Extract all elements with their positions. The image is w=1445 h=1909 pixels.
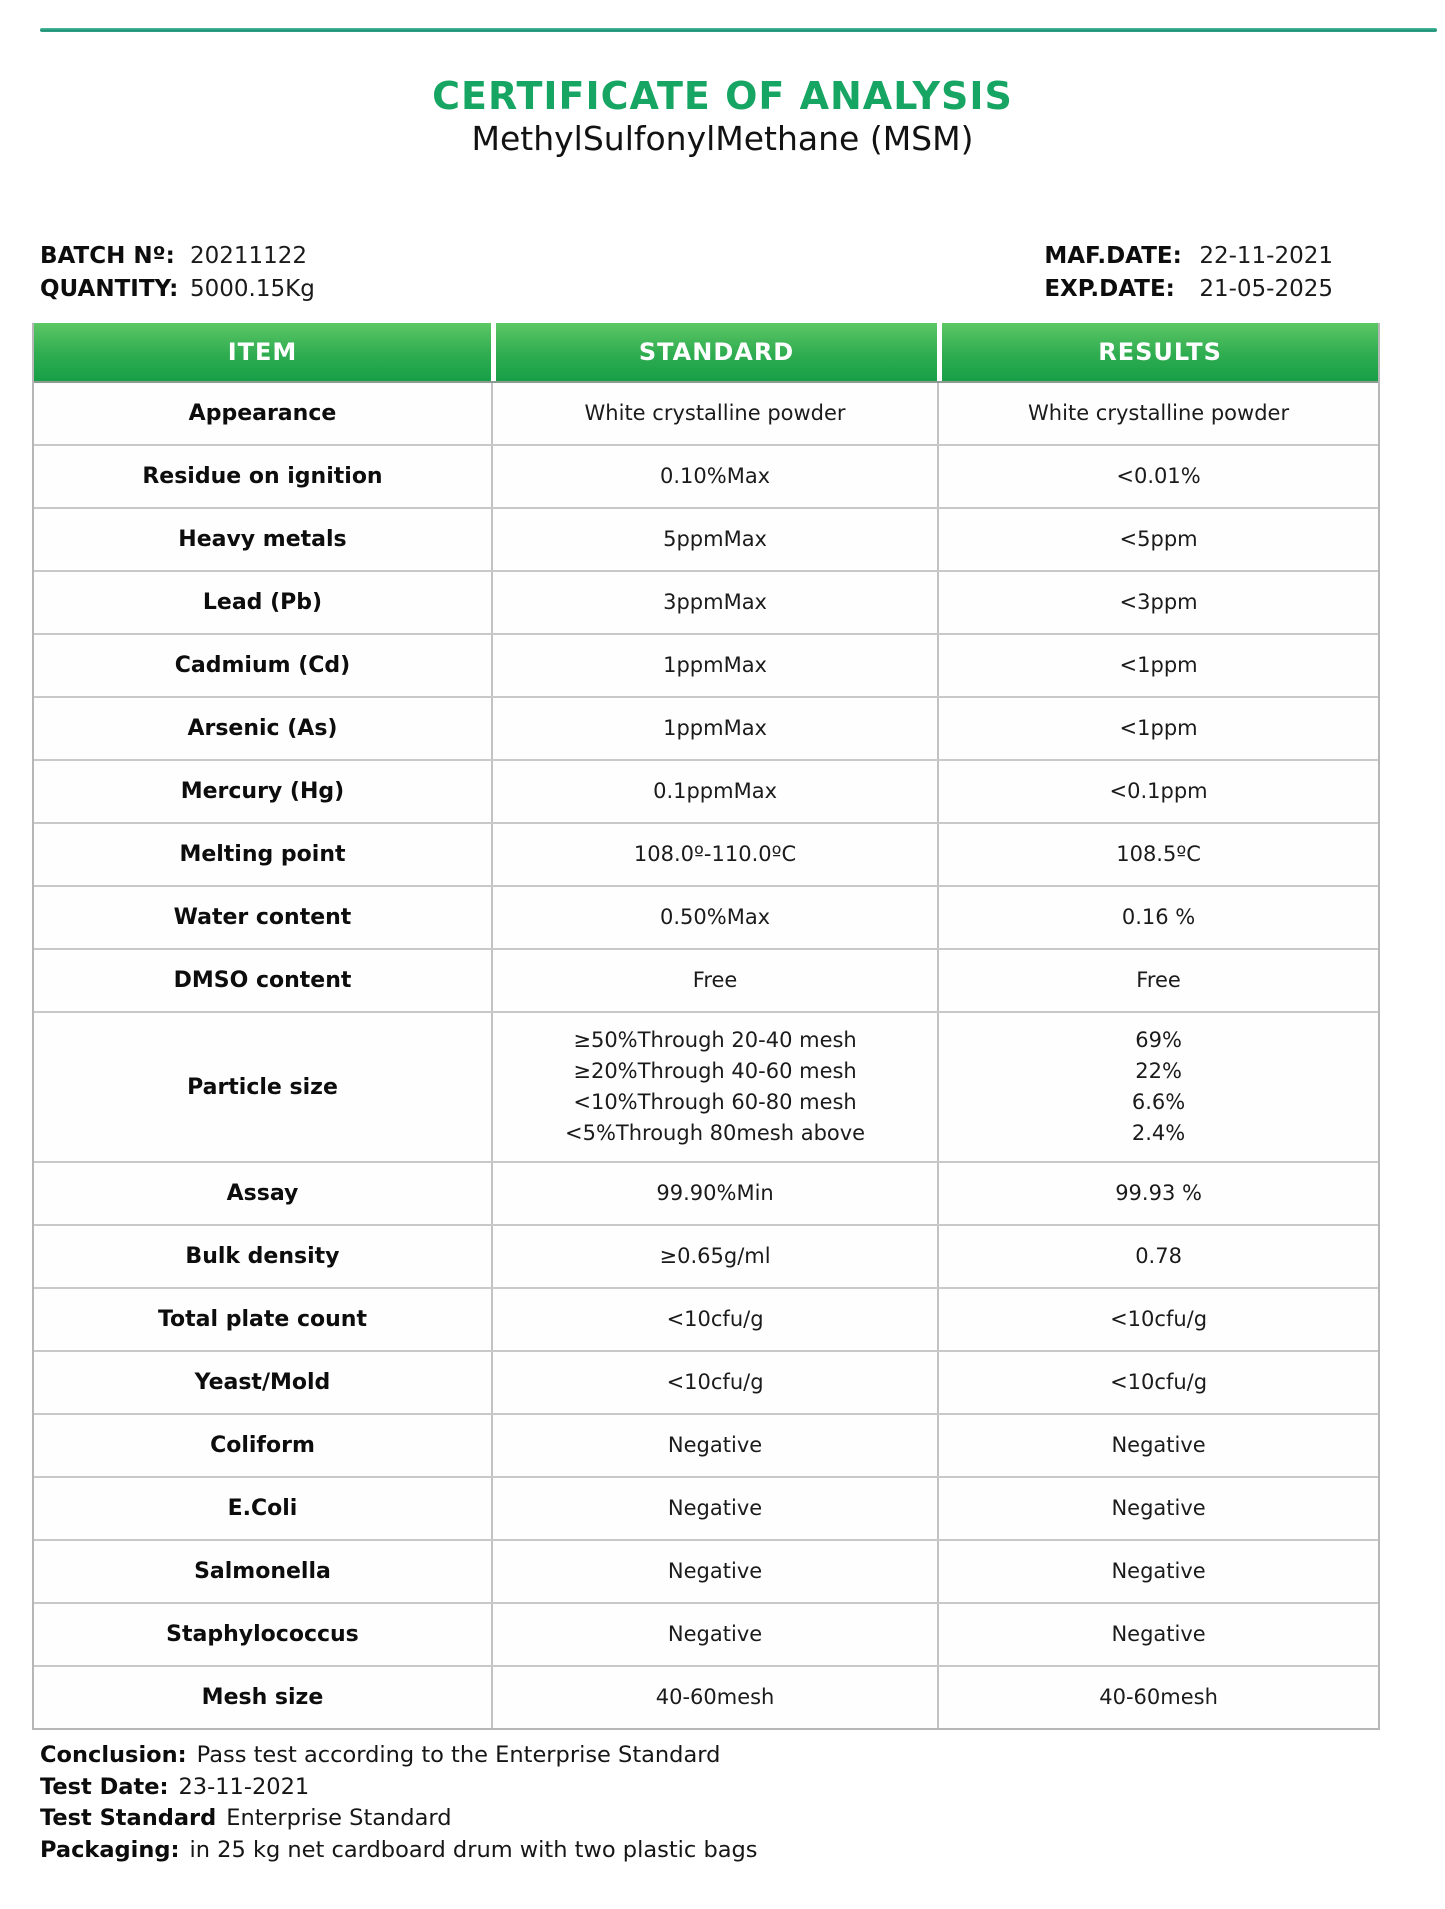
quantity-row bbox=[40, 273, 315, 306]
test-standard-label: Test Standard bbox=[40, 1805, 217, 1831]
cell-results bbox=[937, 761, 1378, 822]
cell-item bbox=[34, 887, 491, 948]
cell-line: ≥50%Through 20-40 mesh bbox=[573, 1028, 857, 1052]
cell-line: Yeast/Mold bbox=[194, 1370, 331, 1395]
cell-line: 0.16 % bbox=[1121, 905, 1196, 929]
table-row bbox=[34, 948, 1378, 1011]
cell-results bbox=[937, 824, 1378, 885]
cell-line: <0.1ppm bbox=[1109, 779, 1208, 803]
cell-results bbox=[937, 950, 1378, 1011]
cell-line: Total plate count bbox=[157, 1307, 367, 1332]
packaging-text: in 25 kg net cardboard drum with two plastic bags bbox=[189, 1836, 758, 1863]
cell-line: <10cfu/g bbox=[666, 1370, 764, 1394]
expiry-date-value: 21-05-2025 bbox=[1199, 276, 1333, 302]
table-row bbox=[34, 1350, 1378, 1413]
cell-standard bbox=[491, 1352, 937, 1413]
cell-line: 99.93 % bbox=[1115, 1181, 1202, 1205]
manufacture-date-value: 22-11-2021 bbox=[1199, 243, 1333, 269]
table-row bbox=[34, 1287, 1378, 1350]
cell-line: Negative bbox=[1111, 1622, 1206, 1646]
cell-line: 0.78 bbox=[1135, 1244, 1182, 1268]
batch-number-label: BATCH Nº: bbox=[40, 243, 175, 269]
batch-number-value: 20211122 bbox=[190, 243, 308, 269]
cell-line: 40-60mesh bbox=[655, 1685, 775, 1709]
cell-standard bbox=[491, 1478, 937, 1539]
table-row bbox=[34, 444, 1378, 507]
table-row bbox=[34, 570, 1378, 633]
cell-line: Residue on ignition bbox=[142, 464, 383, 489]
table-row bbox=[34, 1413, 1378, 1476]
cell-item bbox=[34, 824, 491, 885]
batch-number-row bbox=[40, 240, 315, 273]
cell-line: 108.5ºC bbox=[1116, 842, 1201, 866]
cell-standard bbox=[491, 698, 937, 759]
cell-item bbox=[34, 572, 491, 633]
cell-line: 99.90%Min bbox=[656, 1181, 774, 1205]
cell-line: DMSO content bbox=[173, 968, 352, 993]
cell-line: Negative bbox=[1111, 1496, 1206, 1520]
cell-standard bbox=[491, 446, 937, 507]
cell-standard bbox=[491, 887, 937, 948]
cell-line: Free bbox=[1136, 968, 1181, 992]
cell-results bbox=[937, 1604, 1378, 1665]
cell-line: White crystalline powder bbox=[584, 401, 846, 425]
cell-results bbox=[937, 1013, 1378, 1161]
analysis-table bbox=[32, 323, 1380, 1730]
cell-line: 1ppmMax bbox=[663, 716, 767, 740]
table-row bbox=[34, 759, 1378, 822]
test-date-label: Test Date: bbox=[40, 1773, 169, 1800]
cell-line: Staphylococcus bbox=[166, 1622, 359, 1647]
table-header-row bbox=[34, 323, 1378, 383]
cell-standard bbox=[491, 950, 937, 1011]
cell-line: Negative bbox=[667, 1622, 763, 1646]
cell-line: E.Coli bbox=[227, 1496, 298, 1521]
cell-standard bbox=[491, 1289, 937, 1350]
cell-line: Bulk density bbox=[185, 1244, 340, 1269]
column-header-results: RESULTS bbox=[937, 323, 1378, 381]
cell-standard bbox=[491, 1541, 937, 1602]
certificate-page bbox=[0, 28, 1445, 1909]
table-body bbox=[34, 383, 1378, 1728]
cell-line: 40-60mesh bbox=[1099, 1685, 1218, 1709]
cell-results bbox=[937, 1289, 1378, 1350]
cell-line: 22% bbox=[1135, 1059, 1182, 1083]
table-row bbox=[34, 633, 1378, 696]
cell-line: Negative bbox=[1111, 1559, 1206, 1583]
cell-item bbox=[34, 1289, 491, 1350]
conclusion-text: Pass test according to the Enterprise Standard bbox=[196, 1742, 721, 1768]
table-row bbox=[34, 1602, 1378, 1665]
cell-results bbox=[937, 572, 1378, 633]
cell-standard bbox=[491, 383, 937, 444]
column-header-item: ITEM bbox=[227, 338, 298, 366]
cell-results bbox=[937, 887, 1378, 948]
batch-info-left bbox=[40, 240, 315, 306]
cell-standard bbox=[491, 1163, 937, 1224]
cell-line: Assay bbox=[226, 1181, 299, 1206]
cell-item bbox=[34, 509, 491, 570]
conclusion-line bbox=[40, 1740, 1405, 1772]
cell-results bbox=[937, 1478, 1378, 1539]
expiry-date-label: EXP.DATE: bbox=[1044, 276, 1175, 302]
cell-results bbox=[937, 1667, 1378, 1728]
cell-line: 0.50%Max bbox=[659, 905, 771, 929]
cell-standard bbox=[491, 572, 937, 633]
test-date-text: 23-11-2021 bbox=[178, 1773, 310, 1800]
cell-standard bbox=[491, 1415, 937, 1476]
cell-item bbox=[34, 1604, 491, 1665]
cell-line: ≥0.65g/ml bbox=[659, 1244, 771, 1268]
cell-item bbox=[34, 761, 491, 822]
cell-line: 2.4% bbox=[1131, 1121, 1186, 1145]
table-row bbox=[34, 822, 1378, 885]
cell-line: Negative bbox=[667, 1496, 763, 1520]
cell-line: <10cfu/g bbox=[666, 1307, 764, 1331]
cell-line: Negative bbox=[1111, 1433, 1206, 1457]
cell-line: Salmonella bbox=[194, 1559, 331, 1584]
cell-line: 1ppmMax bbox=[663, 653, 767, 677]
cell-item bbox=[34, 1478, 491, 1539]
cell-line: 0.1ppmMax bbox=[653, 779, 778, 803]
table-row bbox=[34, 1224, 1378, 1287]
table-row bbox=[34, 1665, 1378, 1728]
table-row bbox=[34, 507, 1378, 570]
cell-line: <0.01% bbox=[1116, 464, 1201, 488]
cell-results bbox=[937, 383, 1378, 444]
cell-line: Heavy metals bbox=[178, 527, 347, 552]
cell-results bbox=[937, 635, 1378, 696]
packaging-line bbox=[40, 1835, 1405, 1867]
table-row bbox=[34, 1476, 1378, 1539]
cell-item bbox=[34, 950, 491, 1011]
test-date-line bbox=[40, 1772, 1405, 1804]
table-row bbox=[34, 383, 1378, 444]
cell-item bbox=[34, 1163, 491, 1224]
cell-line: Appearance bbox=[188, 401, 337, 426]
cell-item bbox=[34, 1226, 491, 1287]
table-row bbox=[34, 696, 1378, 759]
cell-results bbox=[937, 698, 1378, 759]
cell-line: <1ppm bbox=[1119, 716, 1198, 740]
batch-info bbox=[40, 240, 1333, 306]
cell-item bbox=[34, 1541, 491, 1602]
cell-line: 5ppmMax bbox=[663, 527, 767, 551]
cell-line: 69% bbox=[1135, 1028, 1182, 1052]
table-row bbox=[34, 1539, 1378, 1602]
cell-line: Particle size bbox=[187, 1074, 338, 1100]
cell-results bbox=[937, 1541, 1378, 1602]
cell-standard bbox=[491, 1667, 937, 1728]
cell-line: <10cfu/g bbox=[1110, 1370, 1208, 1394]
cell-line: <5ppm bbox=[1119, 527, 1198, 551]
cell-line: Water content bbox=[173, 905, 352, 930]
cell-item bbox=[34, 446, 491, 507]
cell-line: Negative bbox=[667, 1559, 763, 1583]
expiry-date-row bbox=[1044, 273, 1333, 306]
cell-line: <10cfu/g bbox=[1110, 1307, 1208, 1331]
cell-line: Coliform bbox=[210, 1433, 315, 1458]
cell-line: White crystalline powder bbox=[1028, 401, 1290, 425]
cell-line: <5%Through 80mesh above bbox=[564, 1121, 866, 1145]
cell-item bbox=[34, 383, 491, 444]
cell-results bbox=[937, 1163, 1378, 1224]
cell-line: Mercury (Hg) bbox=[180, 779, 345, 804]
cell-line: 108.0º-110.0ºC bbox=[633, 842, 797, 866]
cell-standard bbox=[491, 509, 937, 570]
cell-results bbox=[937, 446, 1378, 507]
cell-item bbox=[34, 1415, 491, 1476]
page-title: CERTIFICATE OF ANALYSIS bbox=[432, 74, 1013, 118]
cell-line: Arsenic (As) bbox=[187, 716, 338, 741]
packaging-label: Packaging: bbox=[40, 1836, 180, 1863]
cell-line: 3ppmMax bbox=[663, 590, 767, 614]
cell-results bbox=[937, 509, 1378, 570]
cell-line: <1ppm bbox=[1119, 653, 1198, 677]
cell-results bbox=[937, 1415, 1378, 1476]
cell-results bbox=[937, 1226, 1378, 1287]
column-header-standard: STANDARD bbox=[491, 323, 937, 381]
table-row bbox=[34, 885, 1378, 948]
cell-standard bbox=[491, 1604, 937, 1665]
table-row bbox=[34, 1011, 1378, 1161]
cell-results bbox=[937, 1352, 1378, 1413]
cell-item bbox=[34, 635, 491, 696]
table-row bbox=[34, 1161, 1378, 1224]
test-standard-text: Enterprise Standard bbox=[226, 1805, 452, 1831]
cell-item bbox=[34, 1013, 491, 1161]
cell-line: 6.6% bbox=[1131, 1090, 1186, 1114]
cell-line: Free bbox=[692, 968, 738, 992]
manufacture-date-row bbox=[1044, 240, 1333, 273]
quantity-value: 5000.15Kg bbox=[190, 276, 315, 302]
conclusion-label: Conclusion: bbox=[40, 1742, 187, 1768]
page-subtitle: MethylSulfonylMethane (MSM) bbox=[471, 119, 974, 158]
batch-info-right bbox=[1044, 240, 1333, 306]
cell-standard bbox=[491, 1226, 937, 1287]
cell-line: Lead (Pb) bbox=[202, 590, 323, 615]
cell-standard bbox=[491, 824, 937, 885]
cell-standard bbox=[491, 761, 937, 822]
top-divider-line bbox=[40, 28, 1437, 32]
cell-line: Cadmium (Cd) bbox=[174, 653, 351, 678]
quantity-label: QUANTITY: bbox=[40, 276, 179, 302]
cell-standard bbox=[491, 1013, 937, 1161]
cell-line: Mesh size bbox=[201, 1685, 324, 1710]
cell-line: <10%Through 60-80 mesh bbox=[573, 1090, 857, 1114]
cell-line: Melting point bbox=[179, 842, 346, 867]
cell-standard bbox=[491, 635, 937, 696]
cell-line: 0.10%Max bbox=[659, 464, 771, 488]
cell-item bbox=[34, 1352, 491, 1413]
cell-item bbox=[34, 698, 491, 759]
cell-line: <3ppm bbox=[1119, 590, 1198, 614]
cell-item bbox=[34, 1667, 491, 1728]
cell-line: Negative bbox=[667, 1433, 763, 1457]
footer-notes bbox=[40, 1740, 1405, 1866]
cell-line: ≥20%Through 40-60 mesh bbox=[573, 1059, 857, 1083]
manufacture-date-label: MAF.DATE: bbox=[1044, 243, 1182, 269]
test-standard-line bbox=[40, 1803, 1405, 1835]
